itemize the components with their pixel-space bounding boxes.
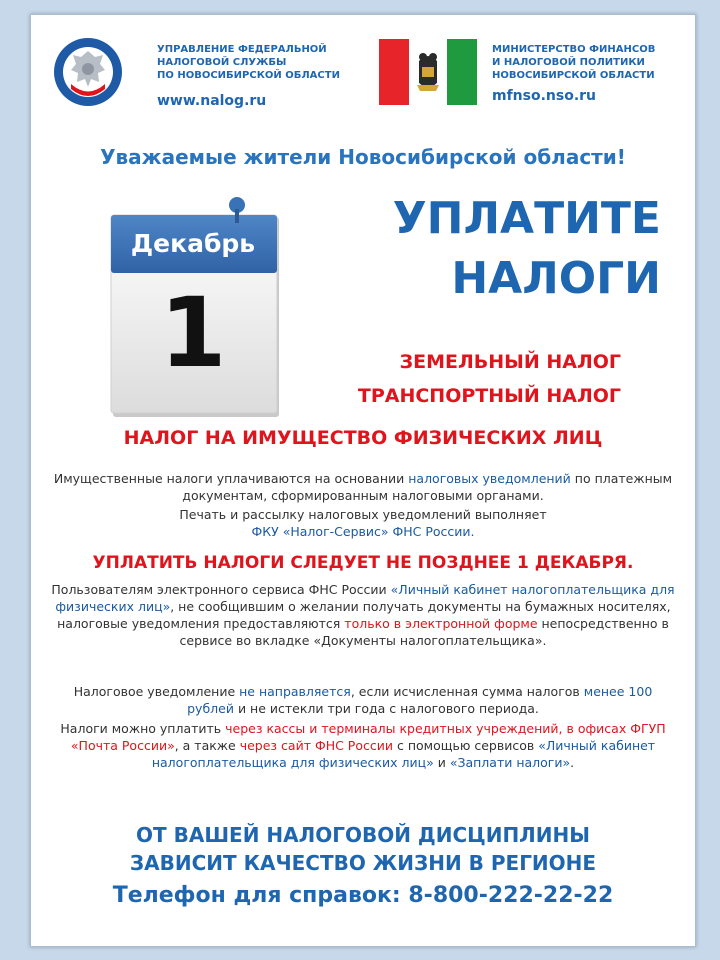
novosibirsk-flag-icon — [379, 39, 477, 105]
p4-text-a: Налоговое уведомление — [73, 684, 240, 699]
paragraph-payment-methods — [51, 720, 675, 771]
poster — [30, 14, 696, 947]
headline-line-1: УПЛАТИТЕ — [392, 193, 661, 244]
p5-text-g: и — [433, 755, 450, 770]
paragraph-not-sent — [51, 683, 675, 717]
p5-text-c: , а также — [174, 738, 240, 753]
paragraph-online-cabinet — [51, 581, 675, 649]
p3-text-c: , не сообщившим о желании получать документы на бумажных носителях, налоговые уведомления предоставляются — [57, 599, 671, 631]
ministry-line-2: И НАЛОГОВОЙ ПОЛИТИКИ — [492, 57, 645, 68]
p3-text-d: только в электронной форме — [344, 616, 538, 631]
footer-slogan — [31, 821, 695, 877]
p5-text-f: «Личный кабинет налогоплательщика для физических лиц» — [151, 738, 656, 770]
fns-line-2: НАЛОГОВОЙ СЛУЖБЫ — [157, 57, 287, 68]
p4-text-c: , если исчисленная сумма налогов — [350, 684, 584, 699]
p4-text-d: менее 100 рублей — [187, 684, 653, 716]
fns-name — [157, 43, 340, 82]
p2-text-a: Печать и рассылку налоговых уведомлений выполняет — [179, 507, 547, 522]
footer-line-1: ОТ ВАШЕЙ НАЛОГОВОЙ ДИСЦИПЛИНЫ — [136, 823, 590, 847]
paragraph-print — [51, 506, 675, 540]
p5-text-i: . — [570, 755, 575, 770]
tax-transport: ТРАНСПОРТНЫЙ НАЛОГ — [357, 385, 621, 407]
tax-property: НАЛОГ НА ИМУЩЕСТВО ФИЗИЧЕСКИХ ЛИЦ — [123, 427, 603, 449]
headline-line-2: НАЛОГИ — [451, 253, 661, 304]
p5-text-a: Налоги можно уплатить — [60, 721, 226, 736]
p5-text-e: с помощью сервисов — [393, 738, 539, 753]
p5-text-h: «Заплати налоги» — [449, 755, 571, 770]
p4-text-b: не направляется — [239, 684, 351, 699]
deadline-notice: УПЛАТИТЬ НАЛОГИ СЛЕДУЕТ НЕ ПОЗДНЕЕ 1 ДЕКАБРЯ. — [92, 553, 634, 573]
fns-emblem-icon — [53, 37, 123, 107]
tax-notices-link: налоговых уведомлений — [408, 471, 571, 486]
p5-text-b: через кассы и терминалы кредитных учреждений, в офисах ФГУП «Почта России» — [70, 721, 666, 753]
p2-text-b: ФКУ «Налог-Сервис» ФНС России. — [251, 524, 475, 539]
p1-text-c: по платежным документам, сформированным налоговыми органами. — [182, 471, 673, 503]
fns-line-3: ПО НОВОСИБИРСКОЙ ОБЛАСТИ — [157, 70, 340, 81]
p5-text-d: через сайт ФНС России — [239, 738, 393, 753]
paragraph-basis — [51, 470, 675, 504]
greeting: Уважаемые жители Новосибирской области! — [100, 145, 626, 169]
calendar-day: 1 — [159, 277, 227, 389]
fns-line-1: УПРАВЛЕНИЕ ФЕДЕРАЛЬНОЙ — [157, 44, 327, 55]
ministry-line-1: МИНИСТЕРСТВО ФИНАНСОВ — [492, 44, 656, 55]
phone-number: Телефон для справок: 8-800-222-22-22 — [112, 883, 614, 908]
ministry-url-link[interactable]: mfnso.nso.ru — [492, 88, 597, 104]
tax-land: ЗЕМЕЛЬНЫЙ НАЛОГ — [399, 351, 621, 373]
fns-url-link[interactable]: www.nalog.ru — [157, 93, 267, 109]
p1-text-a: Имущественные налоги уплачиваются на основании — [53, 471, 409, 486]
p3-text-e: непосредственно в сервисе во вкладке «Документы налогоплательщика». — [179, 616, 669, 648]
p4-text-e: и не истекли три года с налогового периода. — [233, 701, 539, 716]
footer-line-2: ЗАВИСИТ КАЧЕСТВО ЖИЗНИ В РЕГИОНЕ — [129, 851, 597, 875]
p3-text-a: Пользователям электронного сервиса ФНС России — [51, 582, 391, 597]
p3-text-b: «Личный кабинет налогоплательщика для физических лиц» — [55, 582, 675, 614]
ministry-name — [492, 43, 655, 82]
ministry-line-3: НОВОСИБИРСКОЙ ОБЛАСТИ — [492, 70, 655, 81]
calendar-month: Декабрь — [130, 229, 256, 258]
